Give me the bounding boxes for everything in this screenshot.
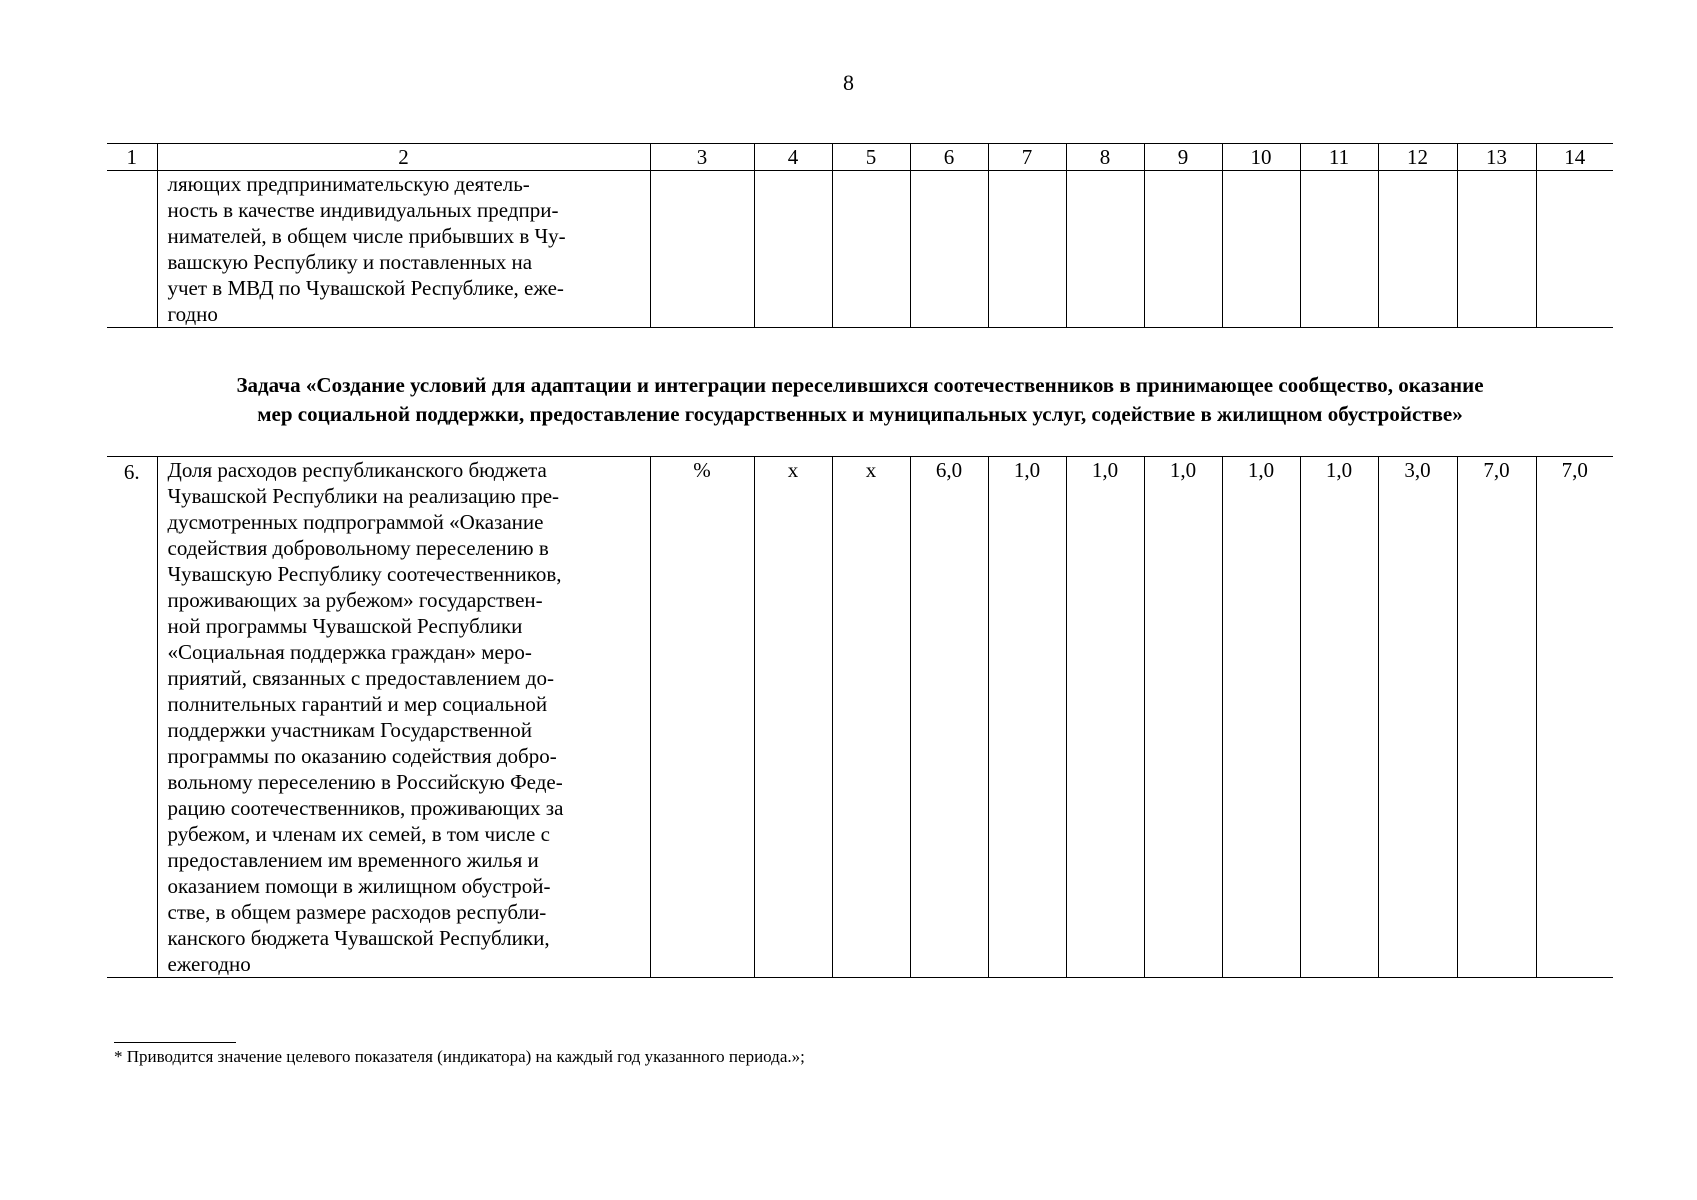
description-line: нимателей, в общем числе прибывших в Чу-	[167, 224, 566, 248]
column-header: 8	[1066, 144, 1144, 171]
page-number: 8	[843, 70, 854, 95]
value-cell: 1,0	[1222, 457, 1300, 978]
description-line: рацию соотечественников, проживающих за	[167, 796, 564, 820]
description-line: ежегодно	[167, 952, 251, 976]
value-cell: 1,0	[1300, 457, 1378, 978]
column-header: 11	[1300, 144, 1378, 171]
description-line: полнительных гарантий и мер социальной	[167, 692, 548, 716]
value-cell: 1,0	[1144, 457, 1222, 978]
column-header: 9	[1144, 144, 1222, 171]
column-header: 6	[910, 144, 988, 171]
column-header: 1	[107, 144, 157, 171]
value-cell	[1457, 171, 1536, 328]
value-cell	[1066, 171, 1144, 328]
column-header: 5	[832, 144, 910, 171]
value-cell	[910, 171, 988, 328]
description-line: ляющих предпринимательскую деятель-	[167, 172, 530, 196]
column-header: 13	[1457, 144, 1536, 171]
description-line: поддержки участникам Государственной	[167, 718, 532, 742]
description-line: Чувашскую Республику соотечественников,	[167, 562, 562, 586]
description-line: стве, в общем размере расходов республи-	[167, 900, 547, 924]
description-line: годно	[167, 302, 218, 326]
column-header: 10	[1222, 144, 1300, 171]
description-line: «Социальная поддержка граждан» меро-	[167, 640, 532, 664]
value-cell	[1144, 171, 1222, 328]
value-cell	[1222, 171, 1300, 328]
column-header: 2	[157, 144, 650, 171]
value-cell	[650, 171, 754, 328]
description-line: содействия добровольному переселению в	[167, 536, 549, 560]
column-header: 3	[650, 144, 754, 171]
description-line: вашскую Республику и поставленных на	[167, 250, 533, 274]
value-cell: 3,0	[1378, 457, 1457, 978]
indicator-description	[157, 457, 650, 978]
column-header: 7	[988, 144, 1066, 171]
description-line: программы по оказанию содействия добро-	[167, 744, 557, 768]
value-cell	[988, 171, 1066, 328]
description-line: ной программы Чувашской Республики	[167, 614, 523, 638]
description-line: приятий, связанных с предоставлением до-	[167, 666, 554, 690]
footnote-divider	[114, 1042, 236, 1043]
unit-cell: %	[650, 457, 754, 978]
description-line: ность в качестве индивидуальных предпри-	[167, 198, 559, 222]
table-row-continued	[107, 171, 1613, 328]
task-heading-line: мер социальной поддержки, предоставление государственных и муниципальных услуг, содействие в жилищном обустройстве»	[257, 402, 1463, 426]
description-line: Доля расходов республиканского бюджета	[167, 458, 547, 482]
description-line: проживающих за рубежом» государствен-	[167, 588, 543, 612]
value-cell: 7,0	[1457, 457, 1536, 978]
row-number-cell	[107, 171, 157, 328]
description-line: канского бюджета Чувашской Республики,	[167, 926, 550, 950]
task-heading	[107, 371, 1613, 429]
value-cell: 1,0	[988, 457, 1066, 978]
indicator-description	[157, 171, 650, 328]
table-row	[107, 457, 1613, 978]
footnote: * Приводится значение целевого показателя (индикатора) на каждый год указанного периода.»;	[114, 1047, 805, 1066]
value-cell	[832, 171, 910, 328]
description-line: учет в МВД по Чувашской Республике, еже-	[167, 276, 564, 300]
value-cell	[1378, 171, 1457, 328]
row-number: 6.	[107, 457, 157, 978]
value-cell	[754, 171, 832, 328]
description-line: Чувашской Республики на реализацию пре-	[167, 484, 560, 508]
column-header: 12	[1378, 144, 1457, 171]
value-cell: х	[832, 457, 910, 978]
indicator-table-task	[107, 456, 1613, 978]
description-line: дусмотренных подпрограммой «Оказание	[167, 510, 544, 534]
description-line: рубежом, и членам их семей, в том числе с	[167, 822, 550, 846]
indicator-table-continued	[107, 143, 1613, 328]
value-cell: 1,0	[1066, 457, 1144, 978]
value-cell: 6,0	[910, 457, 988, 978]
value-cell	[1300, 171, 1378, 328]
value-cell: х	[754, 457, 832, 978]
column-header: 4	[754, 144, 832, 171]
column-header: 14	[1536, 144, 1613, 171]
column-header-row	[107, 144, 1613, 171]
task-heading-line: Задача «Создание условий для адаптации и интеграции переселившихся соотечественников в принимающее сообщество, оказание	[236, 373, 1484, 397]
description-line: оказанием помощи в жилищном обустрой-	[167, 874, 551, 898]
description-line: вольному переселению в Российскую Феде-	[167, 770, 563, 794]
value-cell: 7,0	[1536, 457, 1613, 978]
value-cell	[1536, 171, 1613, 328]
description-line: предоставлением им временного жилья и	[167, 848, 539, 872]
